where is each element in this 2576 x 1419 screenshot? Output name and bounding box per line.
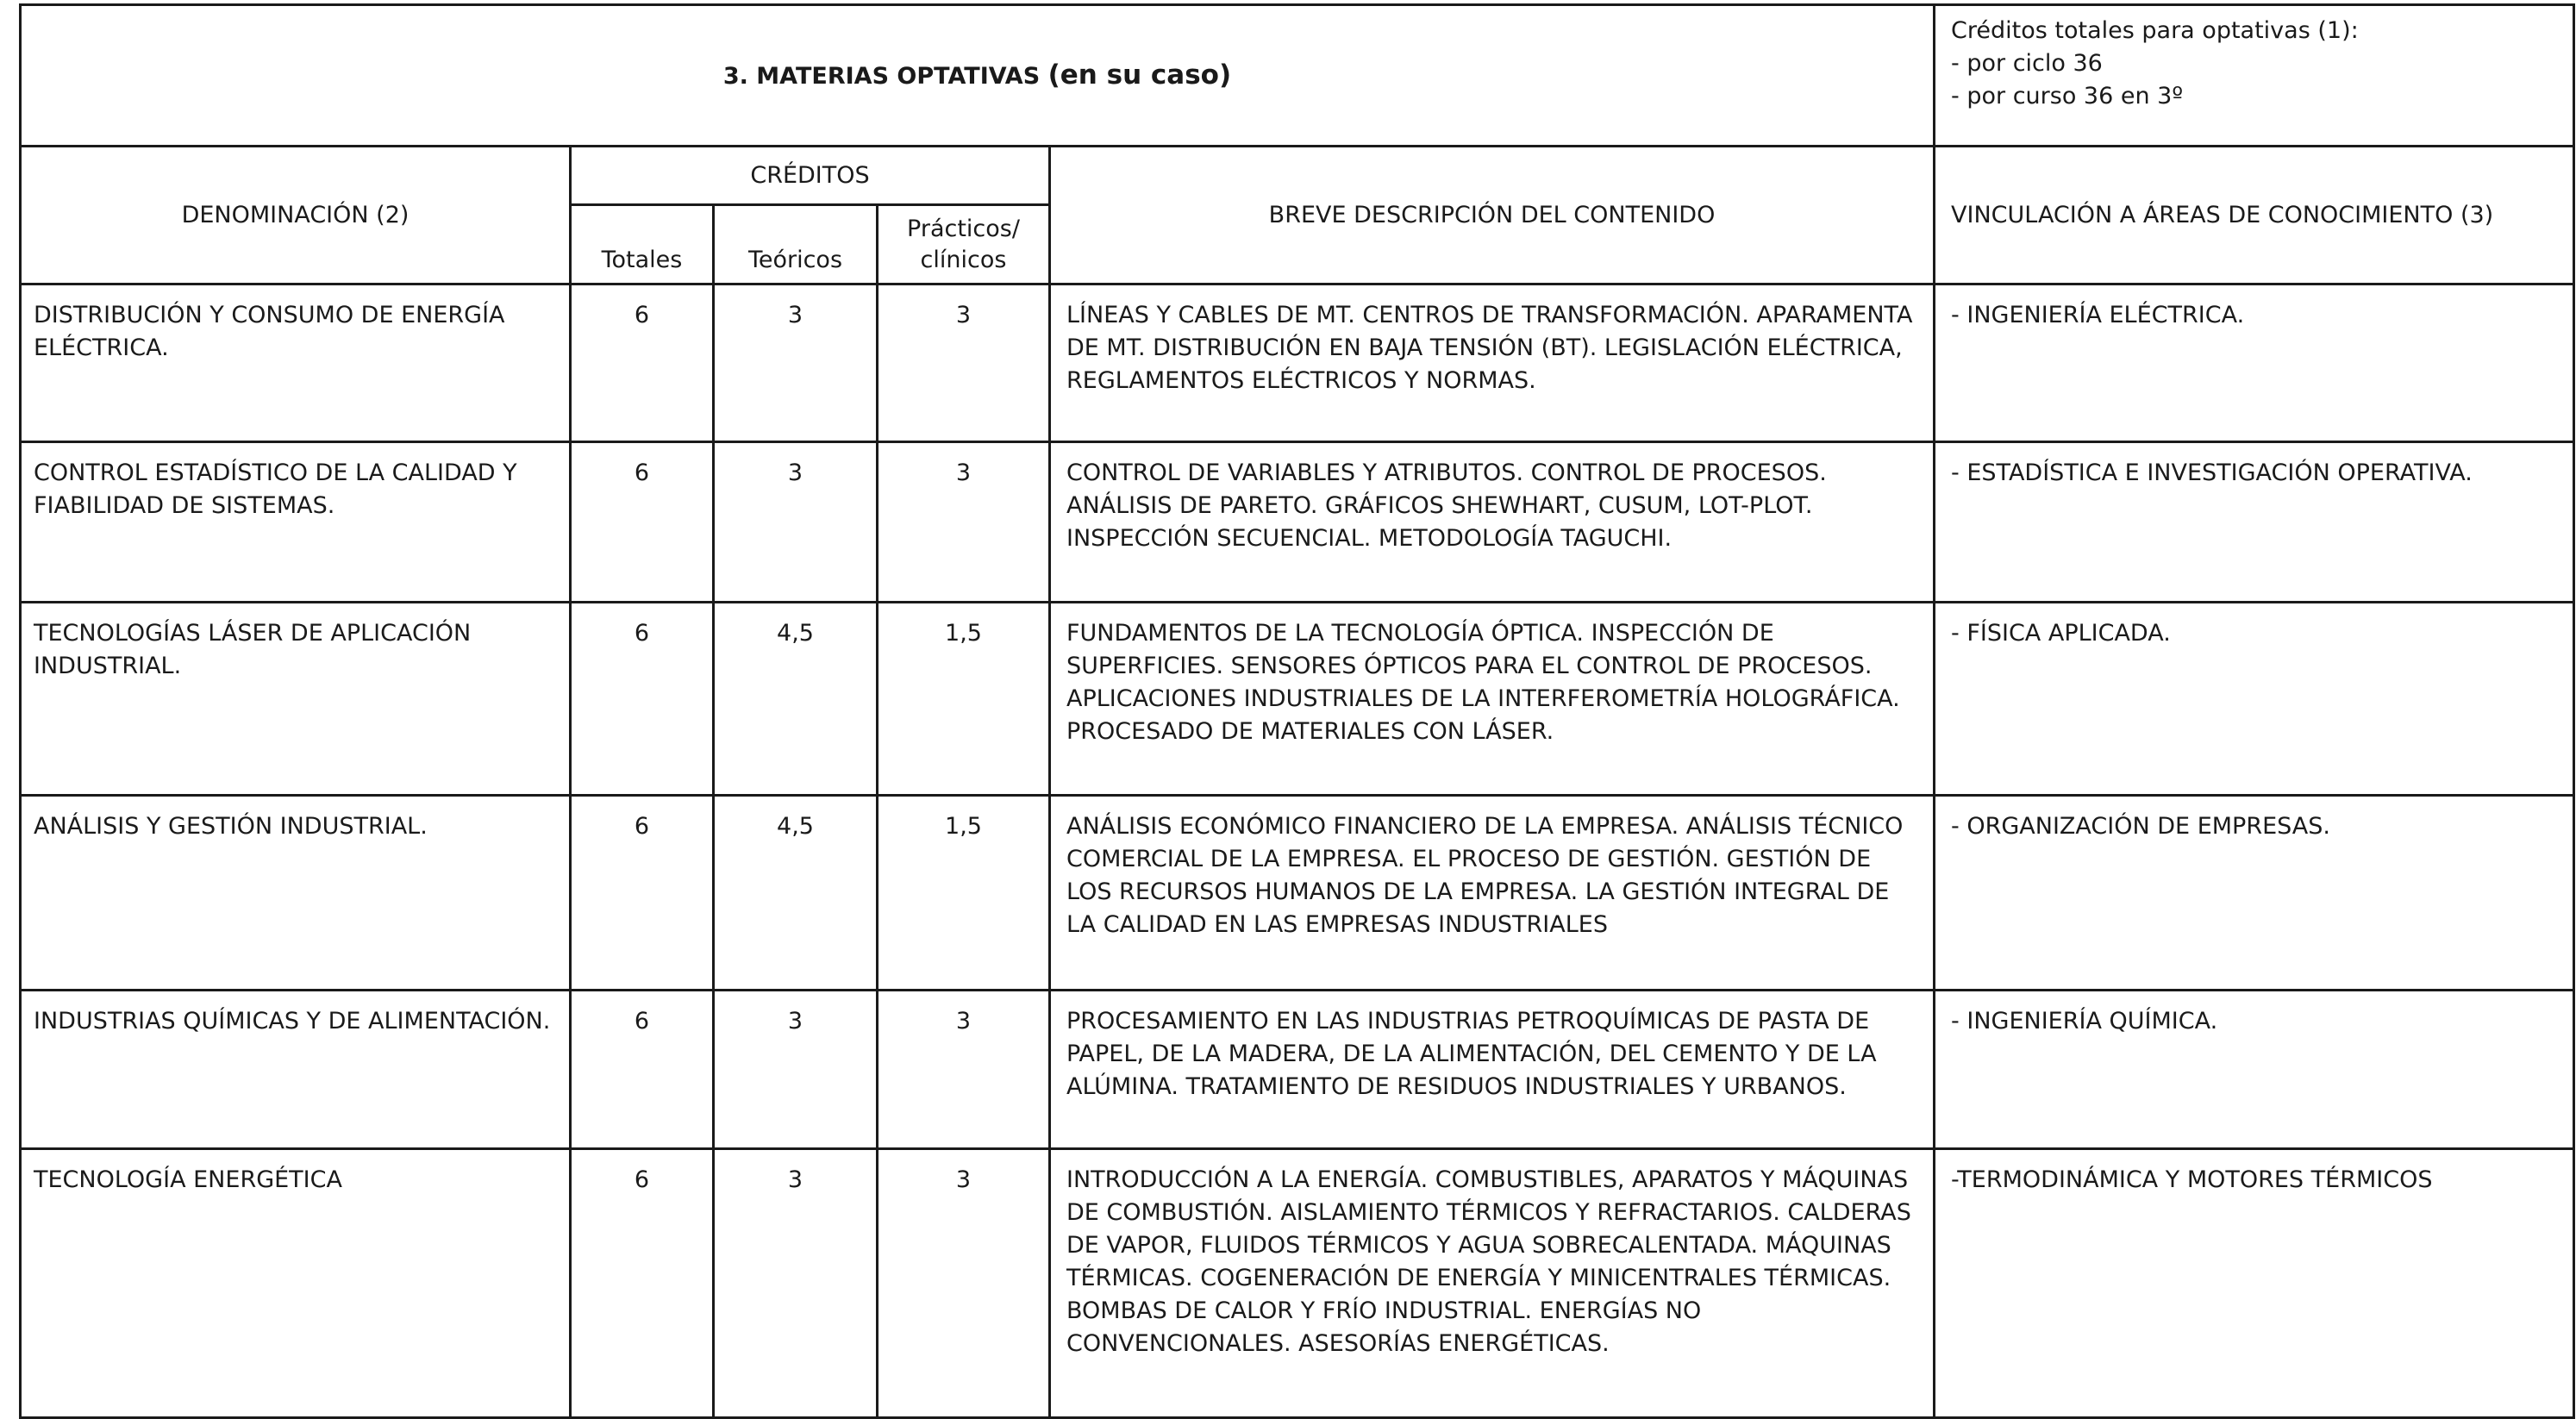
table-row	[21, 1149, 2574, 1418]
knowledge-area: - INGENIERÍA QUÍMICA.	[1935, 991, 2574, 1149]
credits-practicos: 1,5	[878, 603, 1050, 796]
header-creditos: CRÉDITOS	[571, 147, 1050, 205]
credits-teoricos: 3	[714, 991, 878, 1149]
credits-practicos: 1,5	[878, 796, 1050, 991]
subject-description: ANÁLISIS ECONÓMICO FINANCIERO DE LA EMPRESA. ANÁLISIS TÉCNICO COMERCIAL DE LA EMPRESA. EL PROCESO DE GESTIÓN. GESTIÓN DE LOS RECURSOS HUMANOS DE LA EMPRESA. LA GESTIÓN INTEGRAL DE LA CALIDAD EN LAS EMPRESAS INDUSTRIALES	[1050, 796, 1935, 991]
subject-description: INTRODUCCIÓN A LA ENERGÍA. COMBUSTIBLES, APARATOS Y MÁQUINAS DE COMBUSTIÓN. AISLAMIENTO TÉRMICOS Y REFRACTARIOS. CALDERAS DE VAPOR, FLUIDOS TÉRMICOS Y AGUA SOBRECALENTADA. MÁQUINAS TÉRMICAS. COGENERACIÓN DE ENERGÍA Y MINICENTRALES TÉRMICAS. BOMBAS DE CALOR Y FRÍO INDUSTRIAL. ENERGÍAS NO CONVENCIONALES. ASESORÍAS ENERGÉTICAS.	[1050, 1149, 1935, 1418]
credits-teoricos: 4,5	[714, 603, 878, 796]
knowledge-area: - ORGANIZACIÓN DE EMPRESAS.	[1935, 796, 2574, 991]
subject-description: PROCESAMIENTO EN LAS INDUSTRIAS PETROQUÍMICAS DE PASTA DE PAPEL, DE LA MADERA, DE LA ALIMENTACIÓN, DEL CEMENTO Y DE LA ALÚMINA. TRATAMIENTO DE RESIDUOS INDUSTRIALES Y URBANOS.	[1050, 991, 1935, 1149]
subject-name: INDUSTRIAS QUÍMICAS Y DE ALIMENTACIÓN.	[21, 991, 571, 1149]
credits-teoricos: 4,5	[714, 796, 878, 991]
table-row	[21, 284, 2574, 442]
page-title-note: (en su caso)	[1047, 59, 1232, 91]
header-teoricos: Teóricos	[714, 205, 878, 284]
credits-per-year: - por curso 36 en 3º	[1951, 83, 2184, 109]
knowledge-area: -TERMODINÁMICA Y MOTORES TÉRMICOS	[1935, 1149, 2574, 1418]
table-row	[21, 991, 2574, 1149]
credits-practicos: 3	[878, 284, 1050, 442]
subject-name: DISTRIBUCIÓN Y CONSUMO DE ENERGÍA ELÉCTRICA.	[21, 284, 571, 442]
subject-description: CONTROL DE VARIABLES Y ATRIBUTOS. CONTROL DE PROCESOS. ANÁLISIS DE PARETO. GRÁFICOS SHEWHART, CUSUM, LOT-PLOT. INSPECCIÓN SECUENCIAL. METODOLOGÍA TAGUCHI.	[1050, 442, 1935, 603]
page-title: 3. MATERIAS OPTATIVAS	[722, 62, 1041, 90]
subject-name: TECNOLOGÍA ENERGÉTICA	[21, 1149, 571, 1418]
subject-description: LÍNEAS Y CABLES DE MT. CENTROS DE TRANSFORMACIÓN. APARAMENTA DE MT. DISTRIBUCIÓN EN BAJA TENSIÓN (BT). LEGISLACIÓN ELÉCTRICA, REGLAMENTOS ELÉCTRICOS Y NORMAS.	[1050, 284, 1935, 442]
credits-teoricos: 3	[714, 284, 878, 442]
subject-name: ANÁLISIS Y GESTIÓN INDUSTRIAL.	[21, 796, 571, 991]
credits-totales: 6	[571, 1149, 714, 1418]
credits-practicos: 3	[878, 991, 1050, 1149]
subject-name: TECNOLOGÍAS LÁSER DE APLICACIÓN INDUSTRIAL.	[21, 603, 571, 796]
table-row	[21, 603, 2574, 796]
credits-per-cycle: - por ciclo 36	[1951, 50, 2103, 77]
subject-name: CONTROL ESTADÍSTICO DE LA CALIDAD Y FIABILIDAD DE SISTEMAS.	[21, 442, 571, 603]
credits-practicos: 3	[878, 442, 1050, 603]
knowledge-area: - ESTADÍSTICA E INVESTIGACIÓN OPERATIVA.	[1935, 442, 2574, 603]
header-vinculacion: VINCULACIÓN A ÁREAS DE CONOCIMIENTO (3)	[1935, 147, 2574, 284]
table-row	[21, 796, 2574, 991]
optional-subjects-table	[19, 3, 2575, 1419]
credits-totales: 6	[571, 442, 714, 603]
header-row-1	[21, 147, 2574, 205]
credits-totales: 6	[571, 796, 714, 991]
credits-info	[1935, 5, 2574, 147]
table-row	[21, 442, 2574, 603]
knowledge-area: - FÍSICA APLICADA.	[1935, 603, 2574, 796]
header-practicos: Prácticos/ clínicos	[878, 205, 1050, 284]
title-cell	[21, 5, 1935, 147]
credits-totales: 6	[571, 603, 714, 796]
credits-teoricos: 3	[714, 442, 878, 603]
header-denominacion: DENOMINACIÓN (2)	[21, 147, 571, 284]
credits-teoricos: 3	[714, 1149, 878, 1418]
subject-description: FUNDAMENTOS DE LA TECNOLOGÍA ÓPTICA. INSPECCIÓN DE SUPERFICIES. SENSORES ÓPTICOS PARA EL CONTROL DE PROCESOS. APLICACIONES INDUSTRIALES DE LA INTERFEROMETRÍA HOLOGRÁFICA. PROCESADO DE MATERIALES CON LÁSER.	[1050, 603, 1935, 796]
header-descripcion: BREVE DESCRIPCIÓN DEL CONTENIDO	[1050, 147, 1935, 284]
knowledge-area: - INGENIERÍA ELÉCTRICA.	[1935, 284, 2574, 442]
credits-info-label: Créditos totales para optativas (1):	[1951, 17, 2359, 44]
header-totales: Totales	[571, 205, 714, 284]
credits-totales: 6	[571, 284, 714, 442]
credits-totales: 6	[571, 991, 714, 1149]
title-row	[21, 5, 2574, 147]
credits-practicos: 3	[878, 1149, 1050, 1418]
